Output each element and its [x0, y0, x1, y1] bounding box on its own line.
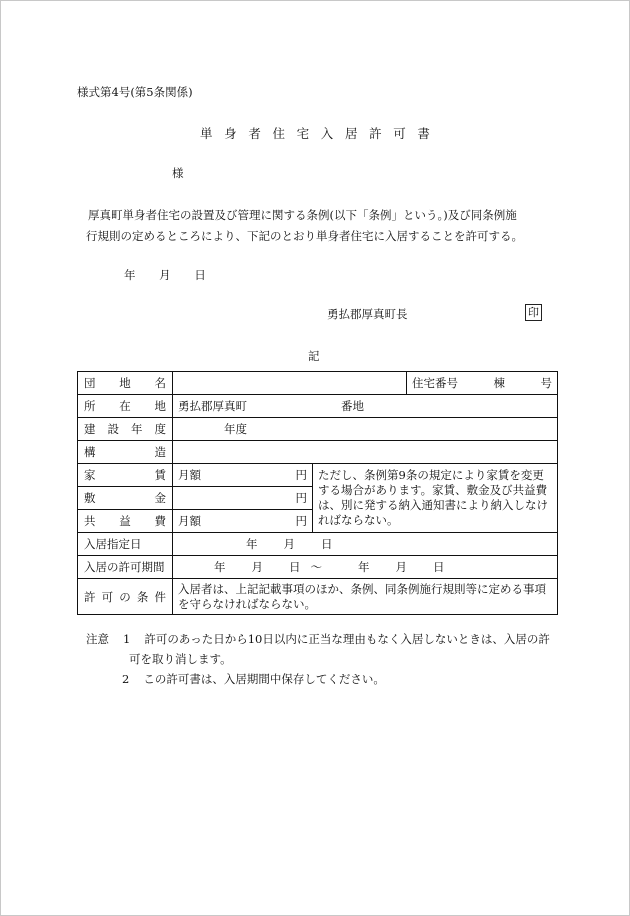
label-char: 家: [84, 468, 96, 482]
label-char: 度: [154, 422, 166, 436]
table-row-conditions: [78, 579, 558, 615]
table-row-rent: [78, 464, 558, 487]
issue-date: [124, 267, 226, 283]
structure-value: [173, 441, 558, 464]
note-1-text-line-1: 許可のあった日から10日以内に正当な理由もなく入居しないときは、入居の許: [144, 632, 550, 646]
label-char: 地: [154, 399, 166, 413]
date-year: 年: [358, 560, 370, 574]
label-char: 金: [154, 491, 166, 505]
label-char: 造: [154, 445, 166, 459]
title-char: 住: [272, 126, 285, 141]
monthly-prefix: 月額: [178, 468, 201, 482]
title-char: 可: [393, 126, 406, 141]
housing-complex-value: [173, 372, 407, 395]
date-month: 月: [251, 560, 263, 574]
label-char: 賃: [154, 468, 166, 482]
row-label: [78, 510, 173, 533]
fiscal-year-unit: 年度: [224, 422, 247, 436]
table-row-move-in-date: [78, 533, 558, 556]
yen-unit: 円: [295, 468, 307, 482]
deposit-value: [173, 487, 313, 510]
date-year: 年: [246, 537, 258, 551]
form-number: 様式第4号(第5条関係): [77, 85, 193, 99]
label-char: 条: [136, 589, 149, 604]
notes-section: [86, 629, 550, 689]
issuer-name: 勇払郡厚真町長: [327, 307, 408, 321]
date-month: 月: [159, 268, 171, 282]
title-char: 宅: [296, 126, 310, 141]
rent-value: [173, 464, 313, 487]
label-char: 費: [154, 514, 166, 528]
label-char: 益: [119, 514, 131, 528]
row-label: [78, 372, 173, 395]
table-row-structure: [78, 441, 558, 464]
note-number: 2: [122, 672, 130, 686]
note-1-continuation: [86, 649, 550, 669]
row-label: [78, 441, 173, 464]
label-char: 団: [84, 376, 96, 390]
body-text-line-1: 厚真町単身者住宅の設置及び管理に関する条例(以下「条例」という。)及び同条例施: [88, 208, 517, 222]
row-label: [78, 395, 173, 418]
label-char: 件: [154, 589, 166, 604]
title-char: 居: [344, 126, 358, 141]
label-char: 構: [84, 445, 96, 459]
construction-year-value: [173, 418, 558, 441]
title-char: 書: [417, 126, 430, 141]
document-title: [200, 124, 430, 142]
note-number: 1: [123, 632, 131, 646]
label-char: 年: [131, 422, 143, 436]
label-char: 敷: [84, 491, 96, 505]
body-text-line-2: 行規則の定めるところにより、下記のとおり単身者住宅に入居することを許可する。: [86, 229, 523, 243]
conditions-value: 入居者は、上記記載事項のほか、条例、同条例施行規則等に定める事項を守らなければならない。: [173, 579, 558, 615]
date-year: 年: [124, 268, 136, 282]
label-char: 建: [84, 422, 96, 436]
label-char: 設: [107, 422, 119, 436]
title-char: 者: [248, 126, 261, 141]
label-char: 共: [84, 514, 96, 528]
row-label: [78, 464, 173, 487]
note-1: [86, 629, 550, 649]
note-1-text-line-2: 可を取り消します。: [129, 652, 232, 666]
ki-heading: 記: [308, 349, 320, 363]
table-row-housing-complex: [78, 372, 558, 395]
note-2: [86, 669, 550, 689]
row-label: [78, 418, 173, 441]
title-char: 入: [320, 126, 334, 141]
addressee-honorific: 様: [172, 166, 184, 180]
permit-details-table: [77, 371, 558, 615]
move-in-date-value: [173, 533, 558, 556]
date-day: 日: [321, 537, 333, 551]
date-day: 日: [194, 268, 206, 282]
permit-period-value: [173, 556, 558, 579]
seal-mark: 印: [525, 304, 542, 321]
house-number-label: 住宅番号: [412, 376, 458, 390]
rent-note: ただし、条例第9条の規定により家賃を変更する場合があります。家賃、敷金及び共益費は、別に発する納入通知書により納入しなければならない。: [313, 464, 558, 533]
label-char: 地: [119, 376, 131, 390]
table-row-location: [78, 395, 558, 418]
date-day: 日: [433, 560, 445, 574]
yen-unit: 円: [295, 491, 307, 505]
date-year: 年: [214, 560, 226, 574]
notes-heading: 注意: [86, 632, 109, 646]
label-char: 在: [119, 399, 131, 413]
label-char: 可: [101, 589, 114, 604]
number-unit: 号: [540, 376, 552, 390]
title-char: 許: [369, 126, 382, 141]
date-month: 月: [283, 537, 295, 551]
table-row-permit-period: [78, 556, 558, 579]
location-town: 勇払郡厚真町: [178, 399, 247, 413]
row-label: 入居指定日: [78, 533, 173, 556]
common-fee-value: [173, 510, 313, 533]
period-tilde: ～: [310, 560, 322, 574]
title-char: 身: [224, 126, 237, 141]
note-2-text: この許可書は、入居期間中保存してください。: [143, 672, 385, 686]
label-char: 許: [84, 589, 96, 604]
building-unit: 棟: [493, 376, 505, 390]
label-char: 所: [84, 399, 96, 413]
row-label: [78, 579, 173, 615]
yen-unit: 円: [295, 514, 307, 528]
title-char: 単: [200, 126, 213, 141]
monthly-prefix: 月額: [178, 514, 201, 528]
house-number-cell: [407, 372, 558, 395]
date-month: 月: [395, 560, 407, 574]
row-label: 入居の許可期間: [78, 556, 173, 579]
date-day: 日: [289, 560, 301, 574]
label-char: の: [119, 589, 131, 604]
row-label: [78, 487, 173, 510]
table-row-construction-year: [78, 418, 558, 441]
location-value: [173, 395, 558, 418]
label-char: 名: [154, 376, 166, 390]
banchi-unit: 番地: [341, 399, 364, 413]
